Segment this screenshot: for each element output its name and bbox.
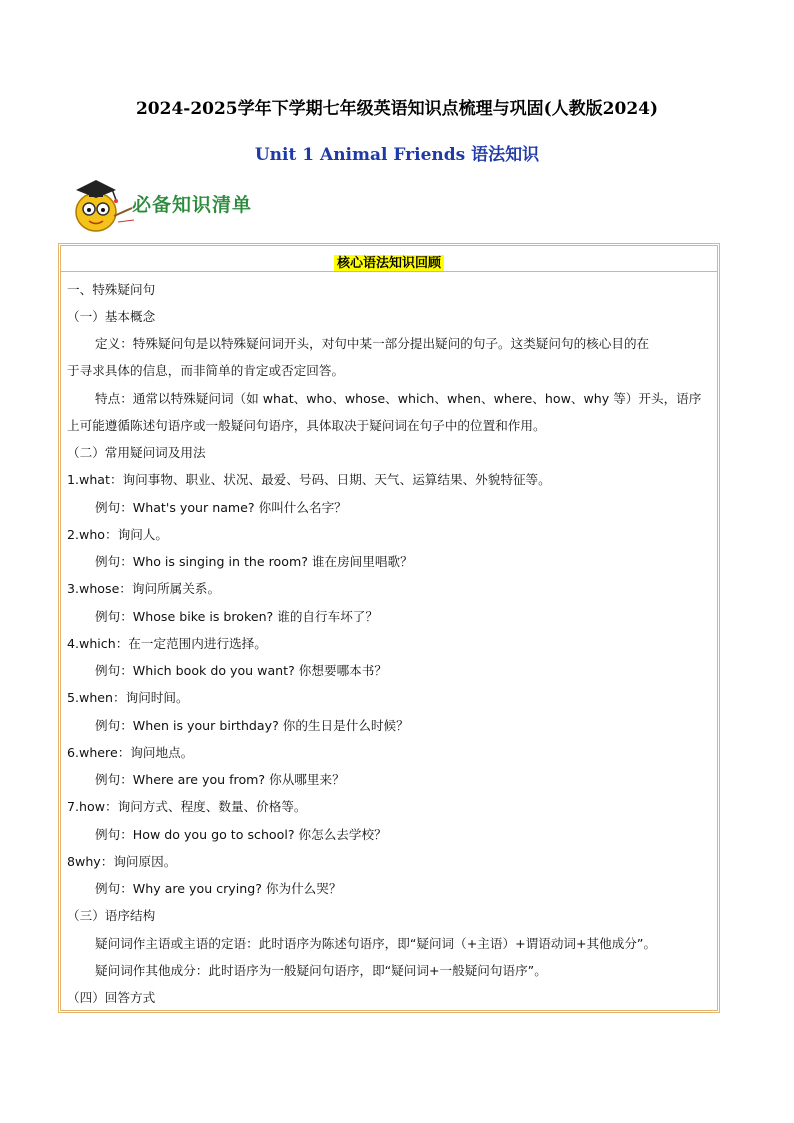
example-line: 例句：Which book do you want? 你想要哪本书？ bbox=[95, 663, 387, 678]
example-line: 例句：Why are you crying? 你为什么哭？ bbox=[95, 881, 342, 896]
example-line: 例句：When is your birthday? 你的生日是什么时候？ bbox=[95, 718, 409, 733]
subsection-heading: （三）语序结构 bbox=[67, 908, 156, 923]
paragraph-line: 疑问词作其他成分：此时语序为一般疑问句语序，即“疑问词+一般疑问句语序”。 bbox=[95, 963, 547, 978]
section-heading: 一、特殊疑问句 bbox=[67, 282, 156, 297]
cartoon-graduate-icon bbox=[70, 176, 136, 234]
example-line: 例句：Where are you from? 你从哪里来？ bbox=[95, 772, 345, 787]
badge-title: 必备知识清单 bbox=[132, 194, 253, 216]
paragraph-line: 于寻求具体的信息，而非简单的肯定或否定回答。 bbox=[67, 363, 345, 378]
subsection-heading: （一）基本概念 bbox=[67, 309, 156, 324]
list-item: 7.how：询问方式、程度、数量、价格等。 bbox=[67, 799, 307, 814]
list-item: 6.where：询问地点。 bbox=[67, 745, 194, 760]
box-header-label: 核心语法知识回顾 bbox=[334, 255, 444, 272]
list-item: 4.which：在一定范围内进行选择。 bbox=[67, 636, 267, 651]
example-line: 例句：What's your name? 你叫什么名字？ bbox=[95, 500, 347, 515]
list-item: 1.what：询问事物、职业、状况、最爱、号码、日期、天气、运算结果、外貌特征等。 bbox=[67, 472, 551, 487]
list-item: 3.whose：询问所属关系。 bbox=[67, 581, 221, 596]
paragraph-line: 定义：特殊疑问句是以特殊疑问词开头，对句中某一部分提出疑问的句子。这类疑问句的核心目的在 bbox=[95, 336, 650, 351]
list-item: 2.who：询问人。 bbox=[67, 527, 168, 542]
knowledge-box bbox=[58, 243, 720, 1013]
paragraph-line: 上可能遵循陈述句语序或一般疑问句语序，具体取决于疑问词在句子中的位置和作用。 bbox=[67, 418, 546, 433]
list-item: 5.when：询问时间。 bbox=[67, 690, 189, 705]
subsection-heading: （二）常用疑问词及用法 bbox=[67, 445, 206, 460]
subsection-heading: （四）回答方式 bbox=[67, 990, 156, 1005]
box-header-divider bbox=[61, 271, 717, 272]
unit-subtitle: Unit 1 Animal Friends 语法知识 bbox=[254, 145, 540, 165]
paragraph-line: 特点：通常以特殊疑问词（如 what、who、whose、which、when、where、how、why 等）开头，语序 bbox=[95, 391, 702, 406]
list-item: 8why：询问原因。 bbox=[67, 854, 177, 869]
example-line: 例句：Whose bike is broken? 谁的自行车坏了？ bbox=[95, 609, 378, 624]
box-header bbox=[61, 252, 717, 271]
example-line: 例句：How do you go to school? 你怎么去学校？ bbox=[95, 827, 387, 842]
example-line: 例句：Who is singing in the room? 谁在房间里唱歌？ bbox=[95, 554, 413, 569]
document-title: 2024-2025学年下学期七年级英语知识点梳理与巩固(人教版2024) bbox=[135, 99, 659, 119]
section-badge bbox=[70, 176, 330, 234]
paragraph-line: 疑问词作主语或主语的定语：此时语序为陈述句语序，即“疑问词（+主语）+谓语动词+其他成分”。 bbox=[95, 936, 657, 951]
